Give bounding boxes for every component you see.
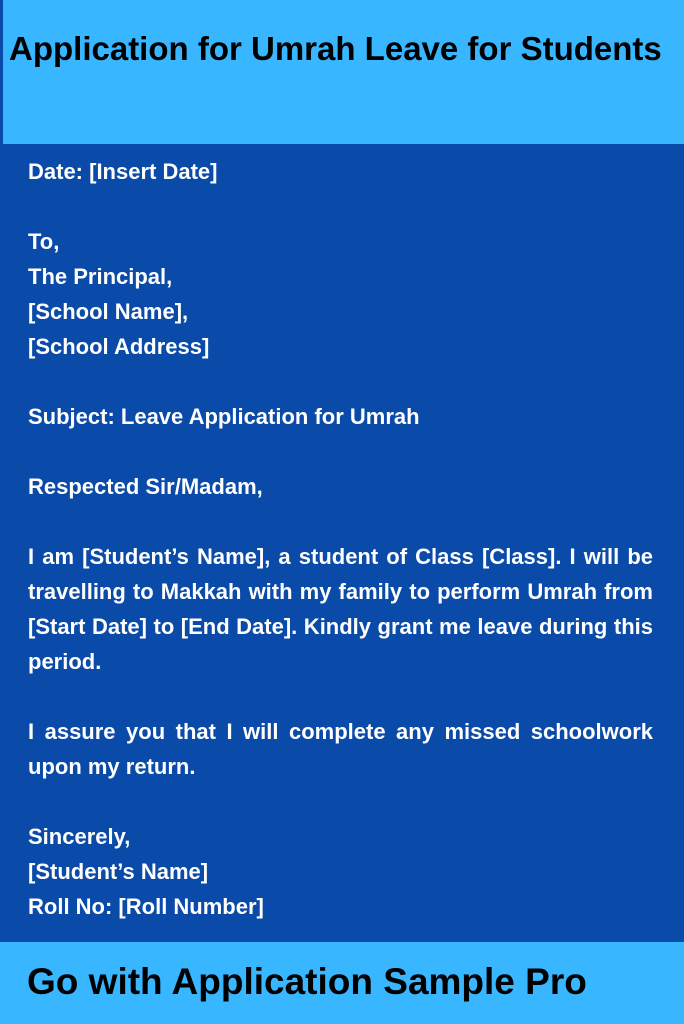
letter-date: Date: [Insert Date]	[28, 159, 218, 184]
spacer	[28, 189, 653, 224]
letter-student-name: [Student’s Name]	[28, 859, 209, 884]
spacer	[28, 679, 653, 714]
letter-roll-no: Roll No: [Roll Number]	[28, 894, 264, 919]
header-banner	[0, 0, 684, 144]
letter-body	[28, 154, 653, 924]
page-title: Application for Umrah Leave for Students	[9, 30, 662, 67]
spacer	[28, 784, 653, 819]
letter-to: To,	[28, 229, 60, 254]
letter-school-name: [School Name],	[28, 299, 189, 324]
letter-body-paragraph-1: I am [Student’s Name], a student of Class [Class]. I will be travelling to Makkah with my family to perform Umrah from [Start Date] to [End Date]. Kindly grant me leave during this period.	[28, 544, 653, 674]
letter-closing: Sincerely,	[28, 824, 131, 849]
letter-salutation: Respected Sir/Madam,	[28, 474, 263, 499]
spacer	[28, 504, 653, 539]
footer-banner	[0, 942, 684, 1024]
letter-school-address: [School Address]	[28, 334, 210, 359]
spacer	[28, 364, 653, 399]
letter-body-paragraph-2: I assure you that I will complete any missed schoolwork upon my return.	[28, 719, 653, 779]
letter-subject: Subject: Leave Application for Umrah	[28, 404, 420, 429]
footer-brand-text: Go with Application Sample Pro	[27, 961, 587, 1002]
spacer	[28, 434, 653, 469]
letter-recipient: The Principal,	[28, 264, 173, 289]
